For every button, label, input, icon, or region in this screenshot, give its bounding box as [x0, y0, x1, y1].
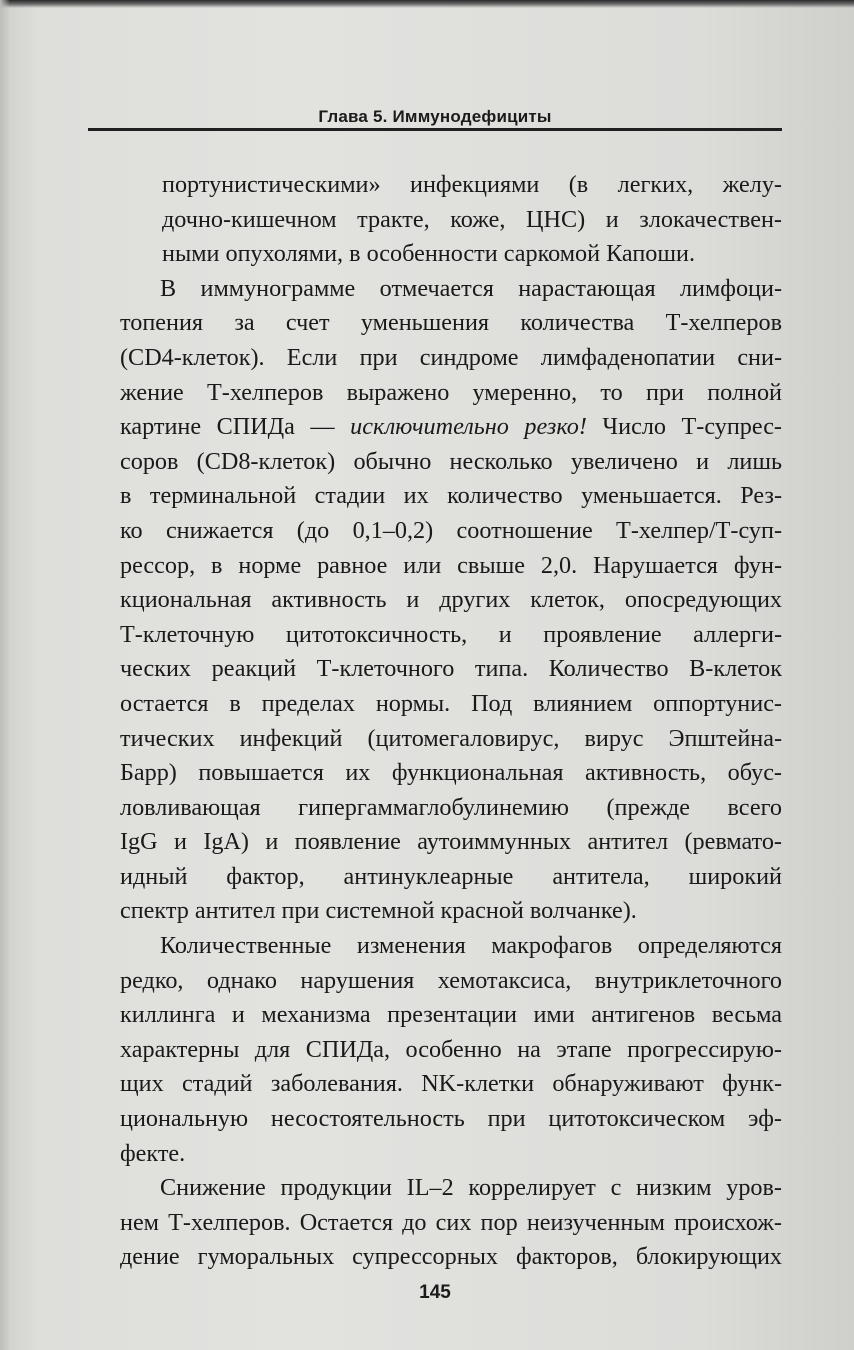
text-line: (CD4-клеток). Если при синдроме лимфаденопатии сни-: [120, 343, 782, 371]
text-line: в терминальной стадии их количество уменьшается. Рез-: [120, 482, 782, 510]
text-line: щих стадий заболевания. NK-клетки обнаруживают функ-: [120, 1070, 782, 1098]
page-number: 145: [419, 1282, 451, 1303]
running-head: Глава 5. Иммунодефициты: [318, 107, 552, 126]
text-line: нем Т-хелперов. Остается до сих пор неизученным происхож-: [120, 1208, 782, 1236]
text-line: циональную несостоятельность при цитотоксическом эф-: [120, 1105, 782, 1133]
text-line: топения за счет уменьшения количества Т-хелперов: [120, 309, 782, 337]
text-line: соров (CD8-клеток) обычно несколько увеличено и лишь: [120, 447, 782, 475]
text-line: Снижение продукции IL–2 коррелирует с низким уров-: [160, 1174, 782, 1202]
text-line: дочно-кишечном тракте, коже, ЦНС) и злокачествен-: [162, 205, 782, 233]
text-line: ко снижается (до 0,1–0,2) соотношение Т-хелпер/Т-суп-: [120, 516, 782, 544]
text-line: тических инфекций (цитомегаловирус, вирус Эпштейна-: [120, 724, 782, 752]
page-left-edge: [0, 0, 10, 1350]
text-line: дение гуморальных супрессорных факторов, блокирующих: [120, 1243, 782, 1271]
text-line: спектр антител при системной красной волчанке).: [120, 897, 637, 925]
emphasis: исключительно резко!: [350, 413, 587, 441]
text-line: рессор, в норме равное или свыше 2,0. Нарушается фун-: [120, 551, 782, 579]
text-line: ловливающая гипергаммаглобулинемию (прежде всего: [120, 793, 782, 821]
body-text: [120, 168, 782, 1275]
text-line: ческих реакций Т-клеточного типа. Количество В-клеток: [120, 655, 782, 683]
text-line: IgG и IgA) и появление аутоиммунных антител (ревмато-: [120, 828, 782, 856]
text-line: остается в пределах нормы. Под влиянием оппортунис-: [120, 689, 782, 717]
text-line: ными опухолями, в особенности саркомой Капоши.: [162, 240, 695, 268]
text-line: киллинга и механизма презентации ими антигенов весьма: [120, 1001, 782, 1029]
page-top-edge: [0, 0, 854, 8]
text-line: картине СПИДа — исключительно резко! Число Т-супрес-: [120, 413, 782, 441]
text-line: портунистическими» инфекциями (в легких, желу-: [162, 171, 782, 198]
text-line: В иммунограмме отмечается нарастающая лимфоци-: [160, 274, 782, 302]
text-line: жение Т-хелперов выражено умеренно, то при полной: [120, 378, 782, 406]
text-line: характерны для СПИДа, особенно на этапе прогрессирую-: [120, 1035, 782, 1063]
text-line: Барр) повышается их функциональная активность, обус-: [120, 759, 782, 787]
text-line: редко, однако нарушения хемотаксиса, внутриклеточного: [120, 966, 782, 994]
text-line: кциональная активность и других клеток, опосредующих: [120, 586, 782, 614]
text-line: фекте.: [120, 1139, 186, 1167]
text-line: Количественные изменения макрофагов определяются: [160, 932, 782, 960]
header-rule: [88, 128, 782, 131]
text-line: идный фактор, антинуклеарные антитела, широкий: [120, 862, 782, 890]
text-line: Т-клеточную цитотоксичность, и проявление аллерги-: [120, 620, 782, 648]
